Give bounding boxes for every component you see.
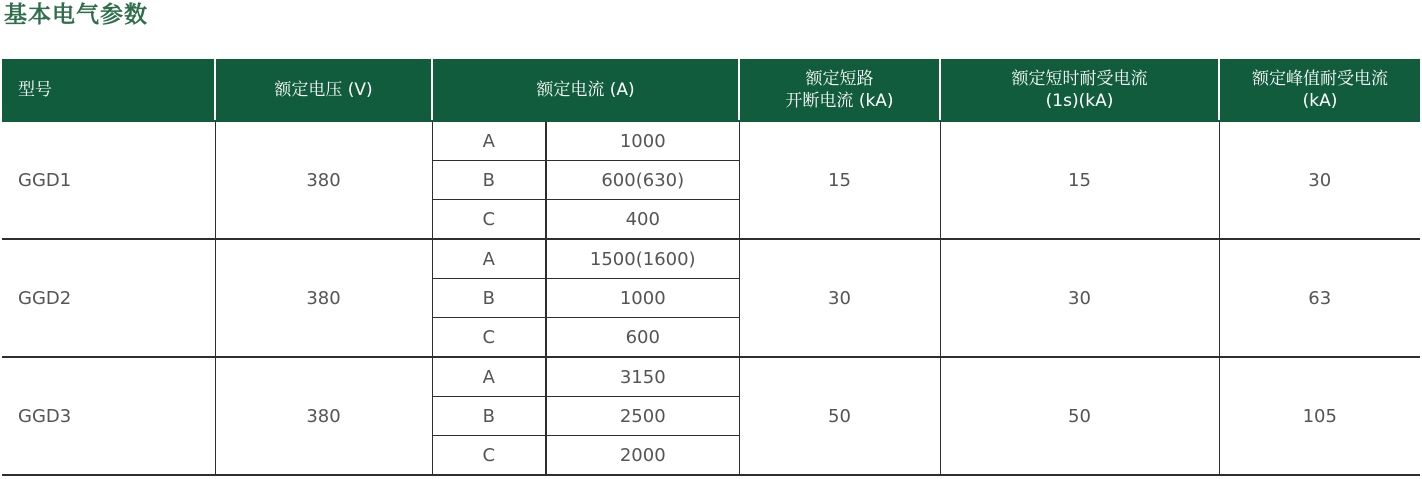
- header-peak-withstand-line1: 额定峰值耐受电流: [1252, 69, 1388, 89]
- voltage-cell: 380: [215, 239, 432, 357]
- current-value: 1000: [546, 279, 739, 318]
- current-grade-label: C: [432, 436, 546, 476]
- current-value: 2500: [546, 397, 739, 436]
- current-grade-label: A: [432, 121, 546, 161]
- short-time-withstand-cell: 50: [940, 357, 1219, 475]
- header-short-time-withstand-line2: (1s)(kA): [1045, 91, 1114, 111]
- voltage-cell: 380: [215, 357, 432, 475]
- header-rated-current: 额定电流 (A): [432, 60, 739, 122]
- header-short-time-withstand: [940, 60, 1219, 122]
- table-row: [2, 357, 1420, 397]
- current-grade-label: C: [432, 318, 546, 358]
- header-peak-withstand-line2: (kA): [1302, 91, 1338, 111]
- current-value: 3150: [546, 357, 739, 397]
- short-time-withstand-cell: 30: [940, 239, 1219, 357]
- current-value: 1000: [546, 121, 739, 161]
- table-row: [2, 121, 1420, 161]
- header-model: 型号: [2, 60, 215, 122]
- voltage-cell: 380: [215, 121, 432, 239]
- peak-withstand-cell: 105: [1219, 357, 1420, 475]
- current-value: 600: [546, 318, 739, 358]
- breaking-current-cell: 30: [739, 239, 940, 357]
- header-breaking-current-line1: 额定短路: [805, 69, 874, 89]
- peak-withstand-cell: 30: [1219, 121, 1420, 239]
- peak-withstand-cell: 63: [1219, 239, 1420, 357]
- table-row: [2, 239, 1420, 279]
- current-grade-label: A: [432, 239, 546, 279]
- current-value: 1500(1600): [546, 239, 739, 279]
- current-grade-label: B: [432, 161, 546, 200]
- page-title: 基本电气参数: [4, 2, 148, 28]
- current-grade-label: C: [432, 200, 546, 240]
- current-value: 600(630): [546, 161, 739, 200]
- current-grade-label: B: [432, 397, 546, 436]
- current-grade-label: B: [432, 279, 546, 318]
- model-cell: GGD1: [2, 121, 215, 239]
- breaking-current-cell: 50: [739, 357, 940, 475]
- current-value: 2000: [546, 436, 739, 476]
- breaking-current-cell: 15: [739, 121, 940, 239]
- header-rated-voltage: 额定电压 (V): [215, 60, 432, 122]
- table-header-row: [2, 60, 1420, 122]
- header-short-time-withstand-line1: 额定短时耐受电流: [1011, 69, 1148, 89]
- current-value: 400: [546, 200, 739, 240]
- header-breaking-current: [739, 60, 940, 122]
- header-breaking-current-line2: 开断电流 (kA): [785, 91, 894, 111]
- short-time-withstand-cell: 15: [940, 121, 1219, 239]
- electrical-parameters-table: [2, 59, 1420, 476]
- model-cell: GGD3: [2, 357, 215, 475]
- header-peak-withstand: [1219, 60, 1420, 122]
- model-cell: GGD2: [2, 239, 215, 357]
- current-grade-label: A: [432, 357, 546, 397]
